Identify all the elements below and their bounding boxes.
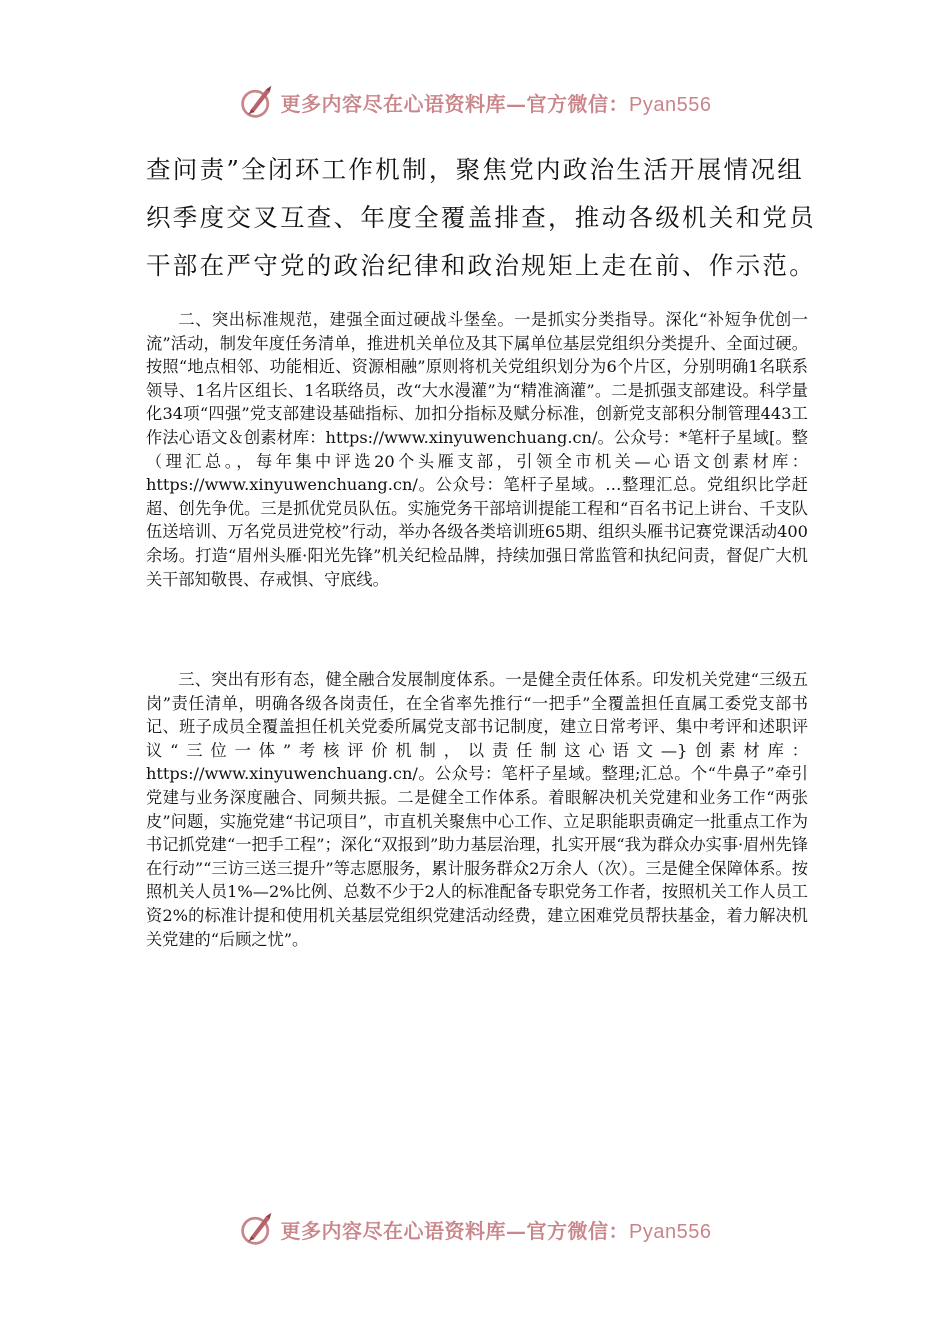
watermark-text: 更多内容尽在心语资料库—官方微信：Pyan556 [280,91,712,116]
header-watermark [0,80,950,124]
lead-paragraph [146,146,816,290]
watermark-id: Pyan556 [629,1220,712,1243]
quill-pen-circle-icon [239,84,275,120]
lead-line: 干部在严守党的政治纪律和政治规矩上走在前、作示范。 [146,251,816,280]
watermark-text: 更多内容尽在心语资料库—官方微信：Pyan556 [280,1218,712,1243]
footer-watermark [0,1207,950,1251]
paragraph-standards: 二、突出标准规范，建强全面过硬战斗堡垒。一是抓实分类指导。深化“补短争优创一流”活动，制发年度任务清单，推进机关单位及其下属单位基层党组织分类提升、全面过硬。按照“地点相邻、功能相近、资源相融”原则将机关党组织划分为6个片区，分别明确1名联系领导、1名片区组长、1名联络员，改“大水漫灌”为“精准滴灌”。二是抓强支部建设。科学量化34项“四强”党支部建设基础指标、加扣分指标及赋分标准，创新党支部积分制管理443工作法心语文＆创素材库：https://www.xinyuwenchuang.cn/。公众号：*笔杆子星域[。整（理汇总。，每年集中评选20个头雁支部，引领全市机关—心语文创素材库：https://www.xinyuwenchuang.cn/。公众号：笔杆子星域。…整理汇总。党组织比学赶超、创先争优。三是抓优党员队伍。实施党务干部培训提能工程和“百名书记上讲台、千支队伍送培训、万名党员进党校”行动，举办各级各类培训班65期、组织头雁书记赛党课活动400余场。打造“眉州头雁·阳光先锋”机关纪检品牌，持续加强日常监管和执纪问责，督促广大机关干部知敬畏、存戒惧、守底线。 [146,310,808,589]
lead-line: 查问责”全闭环工作机制，聚焦党内政治生活开展情况组 [146,155,805,184]
lead-line: 织季度交叉互查、年度全覆盖排查，推动各级机关和党员 [146,203,816,232]
watermark-id: Pyan556 [629,93,712,116]
quill-pen-circle-icon [239,1211,275,1247]
paragraph-integration: 三、突出有形有态，健全融合发展制度体系。一是健全责任体系。印发机关党建“三级五岗”责任清单，明确各级各岗责任，在全省率先推行“一把手”全覆盖担任直属工委党支部书记、班子成员全覆盖担任机关党委所属党支部书记制度，建立日常考评、集中考评和述职评议“三位一体”考核评价机制，以责任制这心语文—}创素材库：https://www.xinyuwenchuang.cn/。公众号：笔杆子星域。整理;汇总。个“牛鼻子”牵引党建与业务深度融合、同频共振。二是健全工作体系。着眼解决机关党建和业务工作“两张皮”问题，实施党建“书记项目”，市直机关聚焦中心工作、立足职能职责确定一批重点工作为书记抓党建“一把手工程”；深化“双报到”助力基层治理，扎实开展“我为群众办实事·眉州先锋在行动”“三访三送三提升”等志愿服务，累计服务群众2万余人（次）。三是健全保障体系。按照机关人员1%—2%比例、总数不少于2人的标准配备专职党务工作者，按照机关工作人员工资2%的标准计提和使用机关基层党组织党建活动经费，建立困难党员帮扶基金，着力解决机关党建的“后顾之忧”。 [146,670,808,949]
